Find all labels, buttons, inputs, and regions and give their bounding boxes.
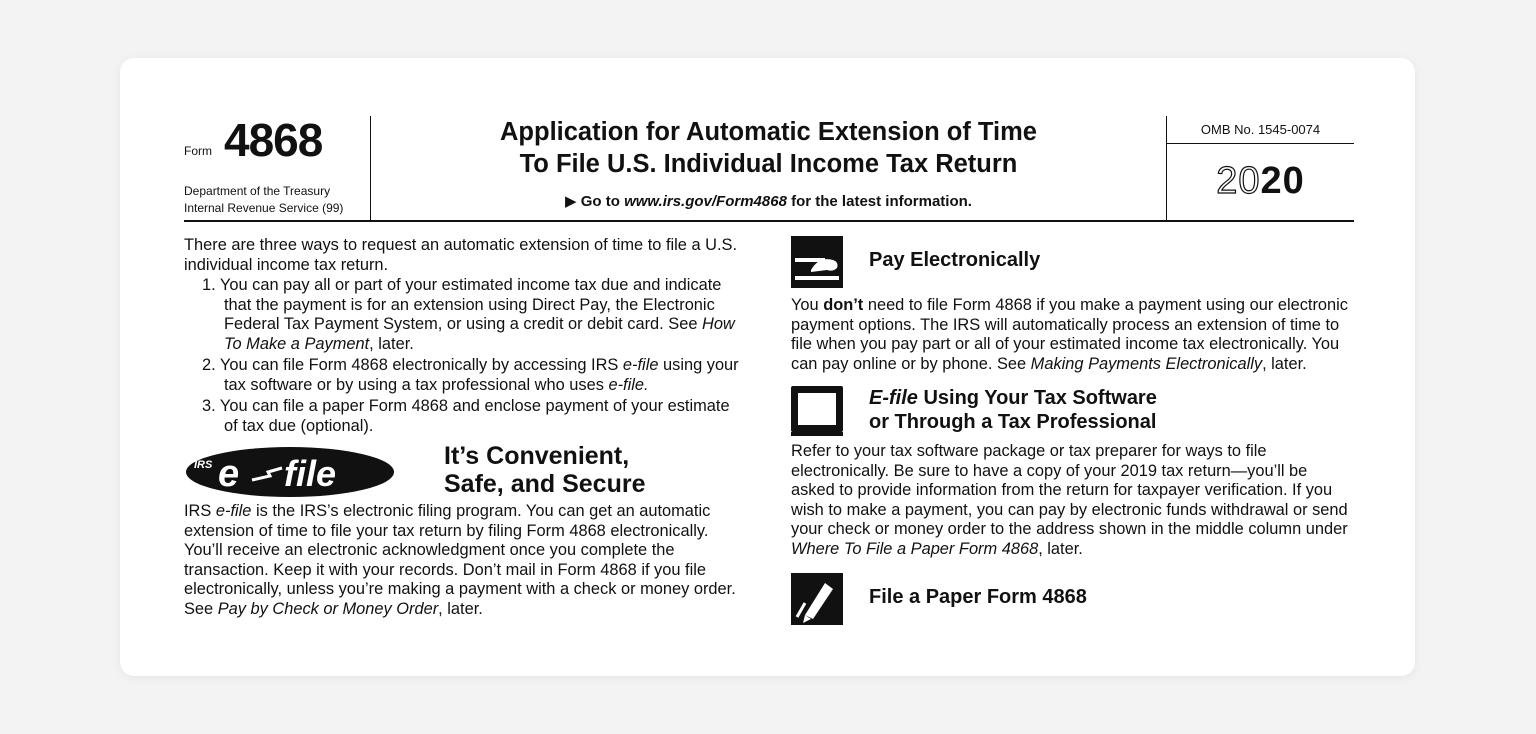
department-line: Department of the Treasury [184,184,331,198]
arrow-icon: ▶ [565,193,577,210]
document-card [120,58,1415,676]
paper-form-heading [791,573,1351,629]
goto-prefix: Go to [576,193,625,210]
pay-paragraph [791,296,1351,374]
pay-electronically-heading [791,236,1351,296]
form-label: Form [184,144,212,158]
year-outline: 20 [1216,160,1261,202]
item3-text: 3. You can file a paper Form 4868 and enclose payment of your estimate of tax due (optional). [202,397,730,435]
form-title-block [371,116,1166,220]
item2-efile: e-file [622,356,659,374]
efile-body-ref: Where To File a Paper Form 4868 [791,539,1039,558]
goto-instruction [371,192,1166,210]
payment-hand-icon [791,236,843,288]
efile-logo-e: e [218,453,240,495]
item1-text: 1. You can pay all or part of your estimated income tax due and indicate that the payment is for an extension using Direct Pay, the Electronic Federal Tax Payment System, or using a credit or debit card. See [202,276,722,333]
efile-software-paragraph [791,442,1351,559]
agency-line: Internal Revenue Service (99) [184,201,344,215]
efile-heading [444,442,645,498]
list-item [202,356,744,395]
irs-efile-logo [184,446,396,498]
list-item [202,276,744,354]
efile-software-heading [791,386,1351,442]
pay-ref: Making Payments Electronically [1030,354,1263,373]
pay-title: Pay Electronically [869,249,1041,271]
efile-p-start: IRS [184,502,216,520]
efile-p-ref: Pay by Check or Money Order [217,599,439,618]
title-line-1: Application for Automatic Extension of Time [500,118,1037,146]
right-column [791,236,1351,629]
list-item [202,397,744,436]
department-text [184,183,343,217]
ways-list [202,276,744,436]
omb-year-block [1166,116,1354,220]
form-number: 4868 [224,114,323,166]
efile-logo-irs: IRS [194,459,213,471]
intro-paragraph: There are three ways to request an automatic extension of time to file a U.S. individual income tax return. [184,236,738,274]
efile-paragraph [184,502,744,619]
efile-logo-file: file [284,453,337,494]
efile-title-term: E-file [869,387,918,409]
pay-body: need to file Form 4868 if you make a payment using our electronic payment options. The IRS will automatically process an extension of time to file when you pay part or all of your estimated income tax electronically. You can pay online or by phone. See [791,296,1348,373]
efile-body: Refer to your tax software package or tax preparer for ways to file electronically. Be sure to have a copy of your 2019 tax return—you’ll be asked to provide information from the return for taxpayer verification. If you wish to make a payment, you can pay by electronic funds withdrawal or send your check or money order to the address shown in the middle column under [791,442,1348,538]
item1-ref: How To Make a Payment [224,315,735,353]
form-id-block [184,116,371,220]
item2-efile-2: e-file. [608,375,649,394]
efile-p-end: , later. [438,599,483,618]
title-line-2: To File U.S. Individual Income Tax Return [519,150,1018,178]
efile-title-rest: Using Your Tax Software [917,387,1157,409]
efile-software-title-line1 [869,386,1157,410]
irs-url-link[interactable]: www.irs.gov/Form4868 [624,193,787,210]
goto-suffix: for the latest information. [786,193,972,210]
form-title [371,116,1166,180]
item1-end: , later. [369,334,414,353]
item2-text: 2. You can file Form 4868 electronically by accessing IRS [202,356,623,374]
omb-number: OMB No. 1545-0074 [1167,116,1354,144]
tax-year [1167,160,1354,203]
pen-writing-icon [791,573,843,625]
efile-heading-line2: Safe, and Secure [444,470,646,498]
paper-form-title: File a Paper Form 4868 [869,586,1087,608]
item2-mid: using your tax software or by using a tax professional who uses [224,356,739,394]
pay-start: You [791,296,824,314]
efile-p-term: e-file [215,502,252,520]
efile-banner [184,442,744,500]
pay-end: , later. [1262,354,1307,373]
year-bold: 20 [1260,160,1305,202]
form-header [184,116,1354,222]
left-column [184,236,744,619]
computer-icon [791,386,843,438]
efile-p-body: is the IRS’s electronic filing program. You can get an automatic extension of time to file your tax return by filing Form 4868 electronically. You’ll receive an electronic acknowledgment once you complete the transaction. Keep it with your records. Don’t mail in Form 4868 if you file electronically, unless you’re making a payment with a check or money order. See [184,502,736,618]
efile-heading-line1: It’s Convenient, [444,442,630,470]
efile-software-title-line2: or Through a Tax Professional [869,411,1157,433]
efile-body-end: , later. [1038,539,1083,558]
pay-bold: don’t [823,296,864,314]
efile-software-title [869,386,1157,434]
